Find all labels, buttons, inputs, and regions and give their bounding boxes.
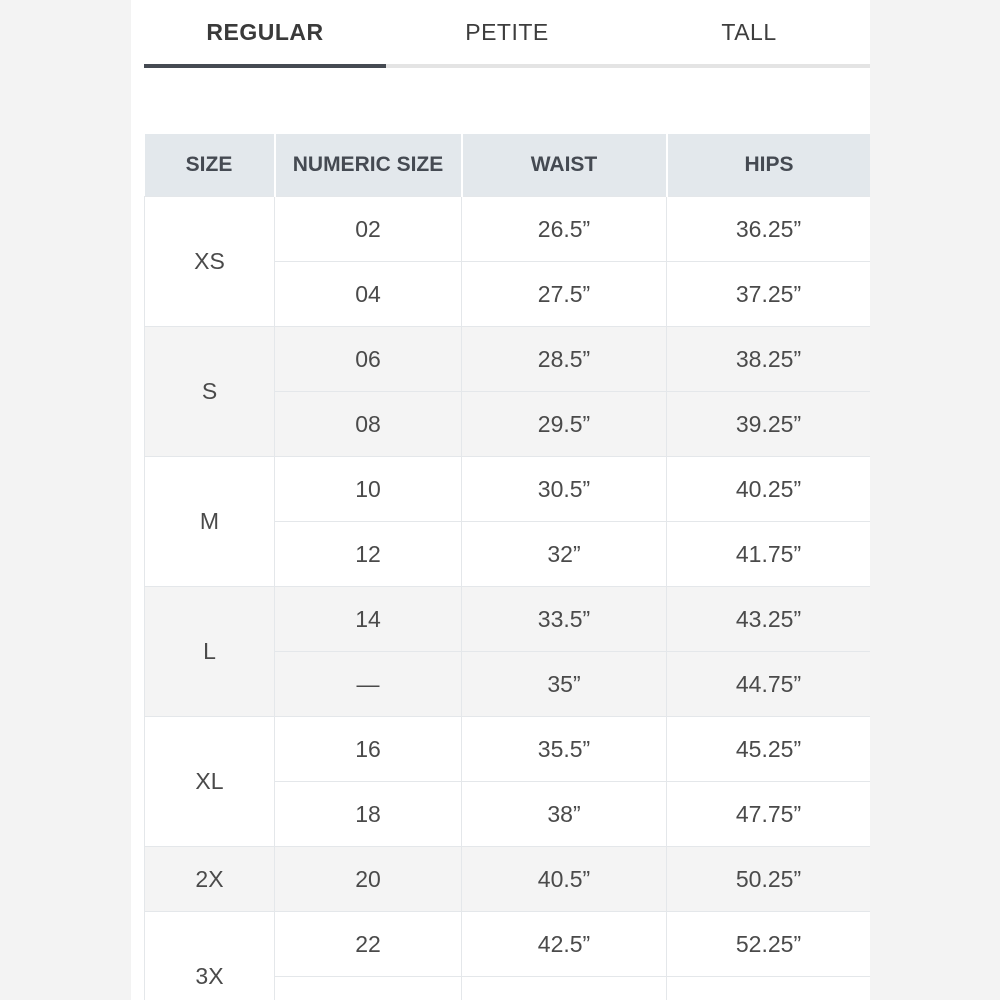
size-cell: 2X — [145, 847, 275, 912]
table-row — [145, 587, 871, 652]
waist-cell: 32” — [462, 522, 667, 587]
size-cell: S — [145, 327, 275, 457]
waist-cell: 40.5” — [462, 847, 667, 912]
tab-regular[interactable]: REGULAR — [206, 18, 324, 45]
waist-cell — [462, 977, 667, 1000]
numeric-size-cell: 22 — [275, 912, 462, 977]
waist-cell: 35” — [462, 652, 667, 717]
hips-cell: 47.75” — [667, 782, 871, 847]
size-cell: XL — [145, 717, 275, 847]
numeric-size-cell: 16 — [275, 717, 462, 782]
hips-cell: 44.75” — [667, 652, 871, 717]
table-row — [145, 847, 871, 912]
waist-cell: 26.5” — [462, 197, 667, 262]
waist-cell: 29.5” — [462, 392, 667, 457]
size-chart-panel — [131, 0, 870, 1000]
numeric-size-cell: 08 — [275, 392, 462, 457]
size-cell: M — [145, 457, 275, 587]
waist-cell: 28.5” — [462, 327, 667, 392]
fit-tabs — [144, 0, 870, 68]
waist-cell: 38” — [462, 782, 667, 847]
hips-cell: 45.25” — [667, 717, 871, 782]
waist-cell: 30.5” — [462, 457, 667, 522]
numeric-size-cell: — — [275, 652, 462, 717]
waist-cell: 33.5” — [462, 587, 667, 652]
active-tab-indicator — [144, 64, 386, 68]
hips-cell: 52.25” — [667, 912, 871, 977]
table-row — [145, 717, 871, 782]
hips-cell: 41.75” — [667, 522, 871, 587]
table-row — [145, 197, 871, 262]
numeric-size-cell: 20 — [275, 847, 462, 912]
hips-cell: 39.25” — [667, 392, 871, 457]
numeric-size-cell: 10 — [275, 457, 462, 522]
hips-cell — [667, 977, 871, 1000]
size-chart-table — [144, 134, 870, 1000]
hips-cell: 50.25” — [667, 847, 871, 912]
numeric-size-cell: 12 — [275, 522, 462, 587]
hips-cell: 36.25” — [667, 197, 871, 262]
numeric-size-cell — [275, 977, 462, 1000]
tab-tall[interactable]: TALL — [721, 18, 777, 45]
table-header-row — [145, 134, 871, 197]
numeric-size-cell: 04 — [275, 262, 462, 327]
header-waist: WAIST — [462, 134, 667, 197]
header-numeric-size: NUMERIC SIZE — [275, 134, 462, 197]
hips-cell: 38.25” — [667, 327, 871, 392]
numeric-size-cell: 06 — [275, 327, 462, 392]
numeric-size-cell: 18 — [275, 782, 462, 847]
header-size: SIZE — [145, 134, 275, 197]
hips-cell: 37.25” — [667, 262, 871, 327]
numeric-size-cell: 14 — [275, 587, 462, 652]
header-hips: HIPS — [667, 134, 871, 197]
size-cell: XS — [145, 197, 275, 327]
table-row — [145, 327, 871, 392]
table-row — [145, 912, 871, 977]
hips-cell: 40.25” — [667, 457, 871, 522]
waist-cell: 42.5” — [462, 912, 667, 977]
size-cell: L — [145, 587, 275, 717]
numeric-size-cell: 02 — [275, 197, 462, 262]
waist-cell: 27.5” — [462, 262, 667, 327]
hips-cell: 43.25” — [667, 587, 871, 652]
tab-petite[interactable]: PETITE — [465, 18, 549, 45]
waist-cell: 35.5” — [462, 717, 667, 782]
size-cell: 3X — [145, 912, 275, 1000]
table-row — [145, 457, 871, 522]
